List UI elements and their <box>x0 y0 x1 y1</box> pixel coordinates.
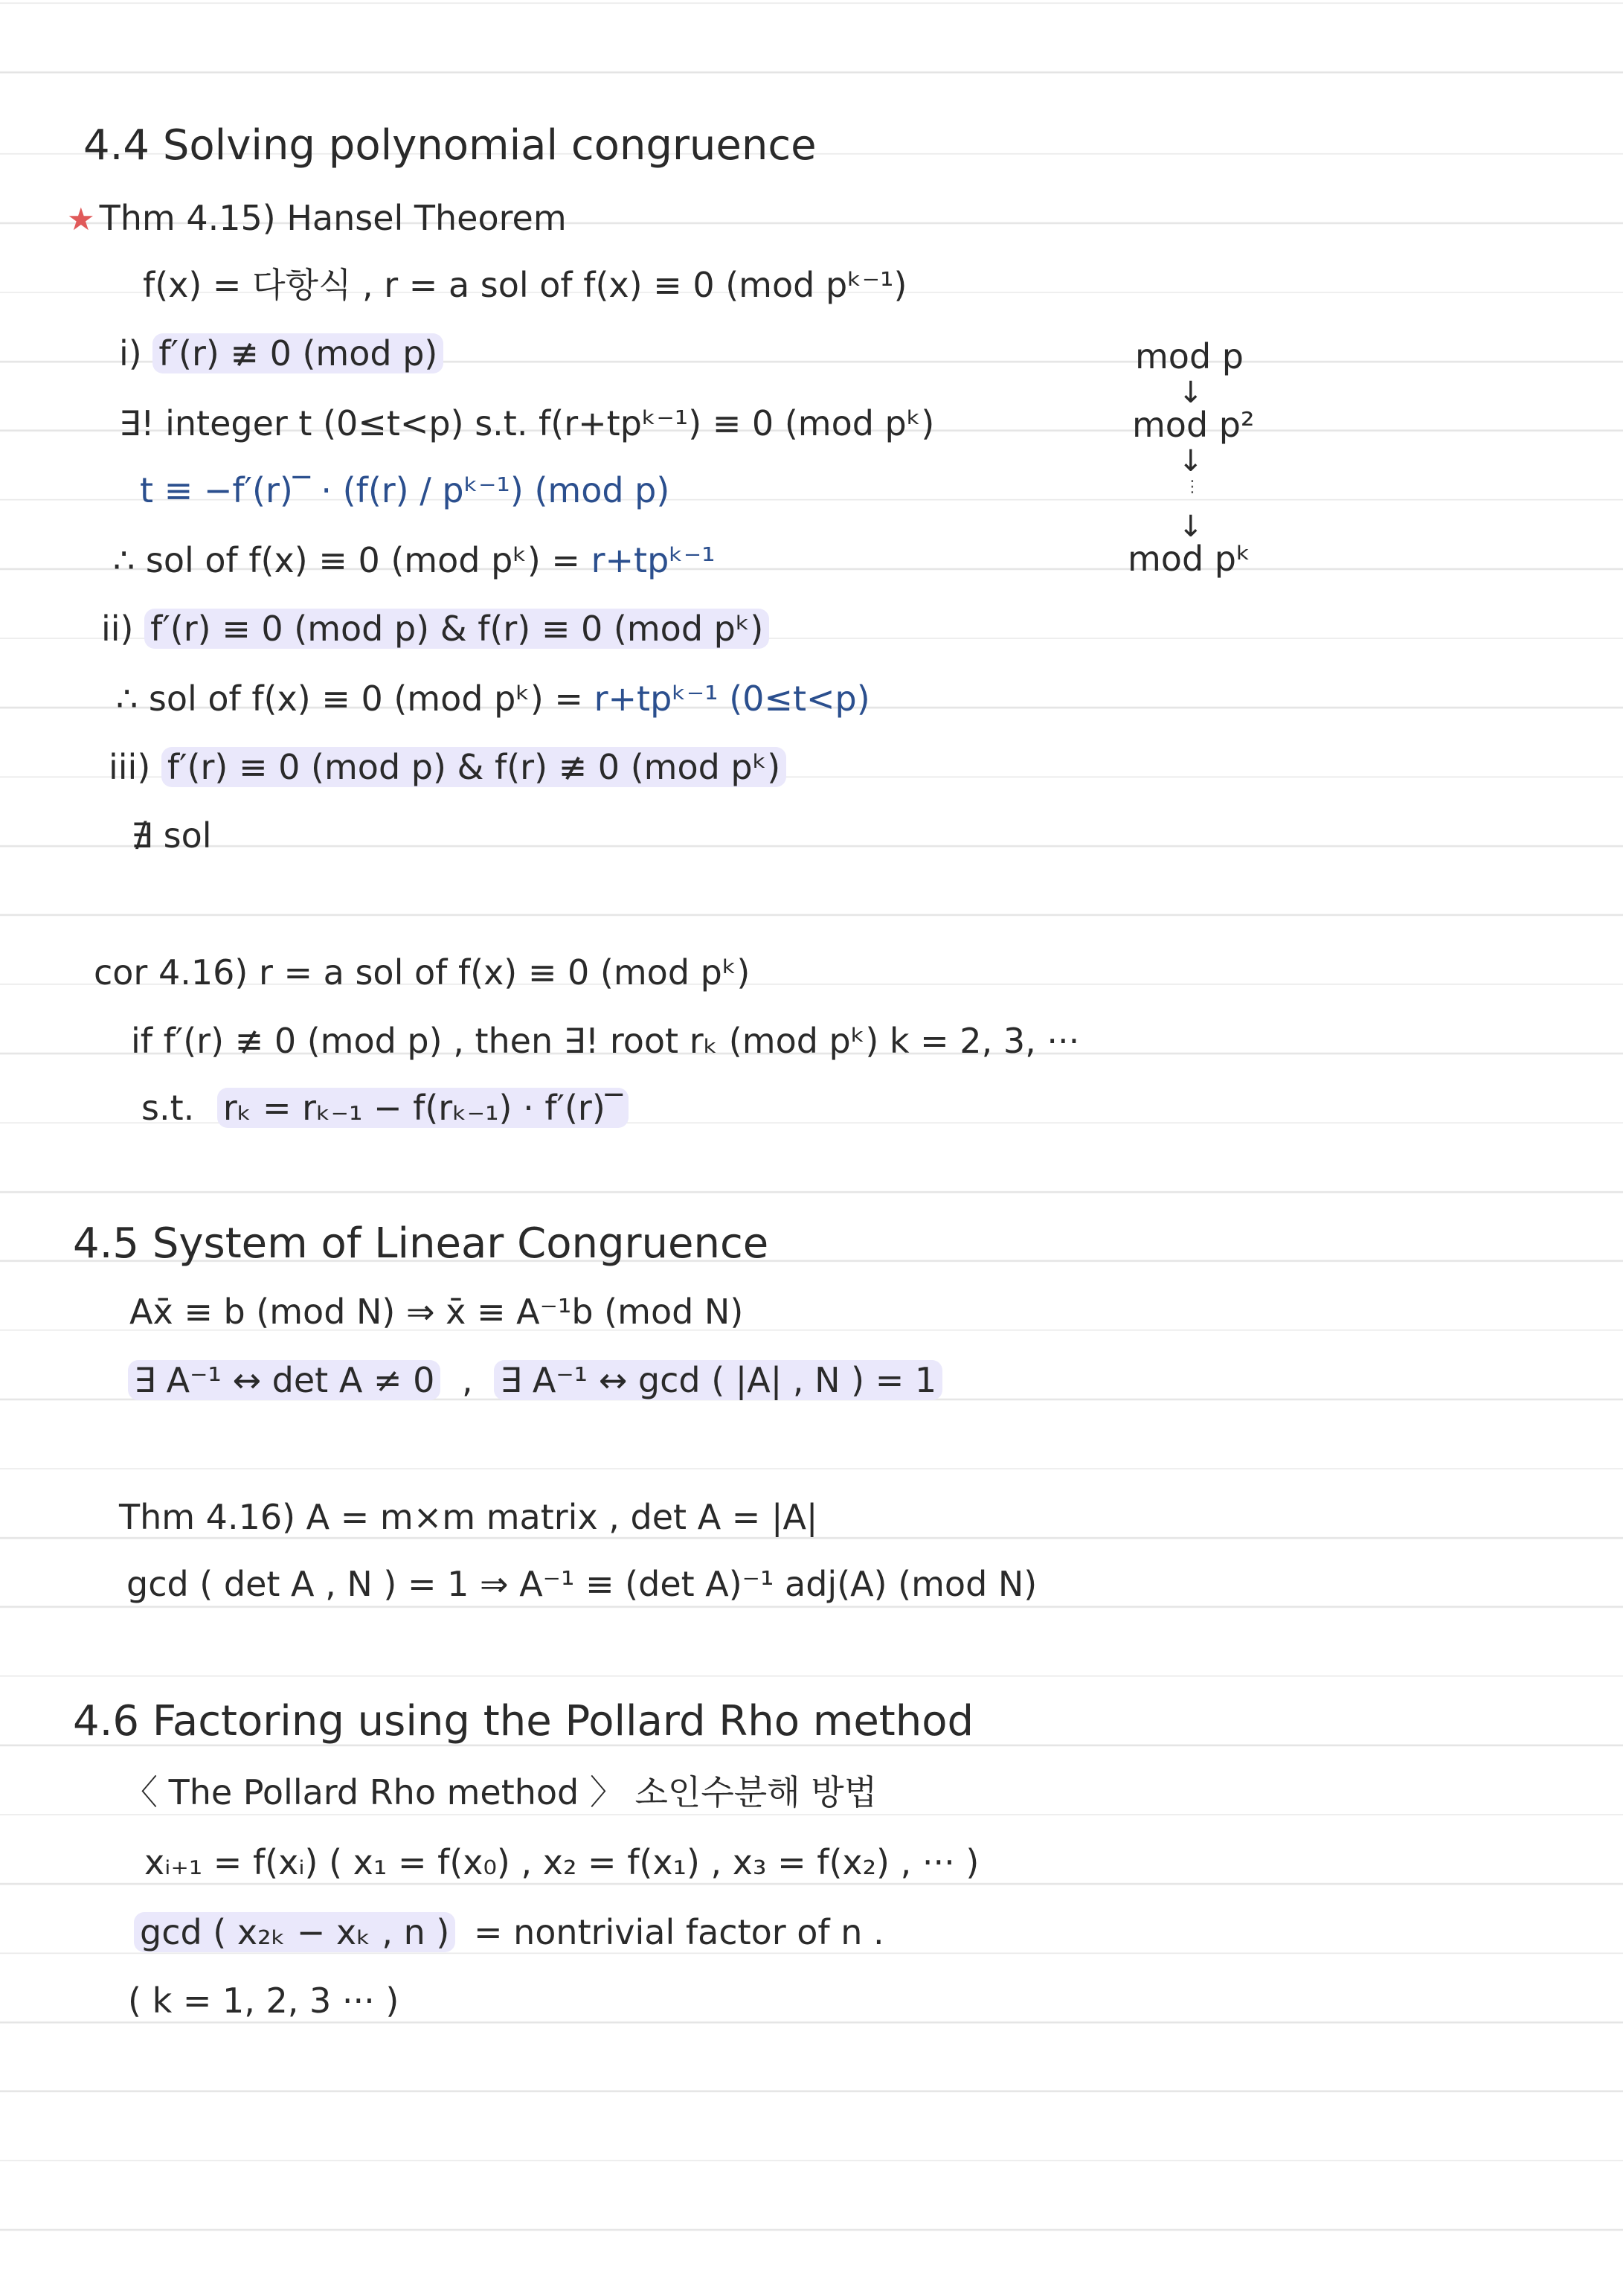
case-1-condition: f′(r) ≢ 0 (mod p) <box>152 333 443 373</box>
down-arrow-icon: ↓ <box>1178 510 1203 544</box>
case-2-condition: f′(r) ≡ 0 (mod p) & f(r) ≡ 0 (mod pᵏ) <box>144 609 769 649</box>
theorem-4-16-statement: gcd ( det A , N ) = 1 ⇒ A⁻¹ ≡ (det A)⁻¹ adj(A) (mod N) <box>126 1564 1038 1604</box>
corollary-formula-line <box>141 1088 629 1128</box>
theorem-setup-line: f(x) = 다항식 , r = a sol of f(x) ≡ 0 (mod pᵏ⁻¹) <box>143 265 907 305</box>
vertical-ellipsis-icon: ⋮ <box>1184 478 1201 496</box>
theorem-label: Thm 4.15) Hansel Theorem <box>99 198 567 238</box>
gcd-result: = nontrivial factor of n . <box>473 1912 884 1952</box>
case-1-solution <box>113 540 716 580</box>
side-mod-p-squared: mod p² <box>1132 405 1255 445</box>
side-mod-p-k: mod pᵏ <box>1128 539 1251 579</box>
linear-system-line: Ax̄ ≡ b (mod N) ⇒ x̄ ≡ A⁻¹b (mod N) <box>129 1292 744 1332</box>
inverse-gcd-condition: ∃ A⁻¹ ↔ gcd ( |A| , N ) = 1 <box>494 1360 942 1400</box>
side-mod-p: mod p <box>1135 336 1244 376</box>
gcd-factor-line <box>134 1912 884 1952</box>
corollary-formula: rₖ = rₖ₋₁ − f(rₖ₋₁) · f′(r)‾ <box>217 1088 629 1128</box>
section-4-6-heading: 4.6 Factoring using the Pollard Rho method <box>73 1697 974 1745</box>
case-2-solution-value: r+tpᵏ⁻¹ (0≤t<p) <box>594 679 870 719</box>
inverse-existence-line <box>128 1360 942 1400</box>
case-1-label: i) <box>119 333 142 373</box>
case-3-line <box>109 747 786 787</box>
case-1-solution-value: r+tpᵏ⁻¹ <box>591 540 716 580</box>
gcd-expression: gcd ( x₂ₖ − xₖ , n ) <box>134 1912 455 1952</box>
case-1-t-formula: t ≡ −f′(r)‾ · (f(r) / pᵏ⁻¹) (mod p) <box>140 470 670 510</box>
corollary-4-16-title: cor 4.16) r = a sol of f(x) ≡ 0 (mod pᵏ) <box>94 952 751 993</box>
theorem-4-15-title <box>67 198 567 238</box>
case-2-label: ii) <box>101 609 134 649</box>
case-3-result: ∄ sol <box>131 815 212 856</box>
case-1-existence: ∃! integer t (0≤t<p) s.t. f(r+tpᵏ⁻¹) ≡ 0 (mod pᵏ) <box>119 403 935 443</box>
k-range: ( k = 1, 2, 3 ··· ) <box>128 1981 399 2021</box>
separator: , <box>461 1360 473 1400</box>
star-icon: ★ <box>67 201 95 237</box>
case-2-solution-prefix: ∴ sol of f(x) ≡ 0 (mod pᵏ) = <box>116 679 583 719</box>
inverse-det-condition: ∃ A⁻¹ ↔ det A ≠ 0 <box>128 1360 440 1400</box>
corollary-condition: if f′(r) ≢ 0 (mod p) , then ∃! root rₖ (mod pᵏ) k = 2, 3, ··· <box>131 1021 1080 1061</box>
section-4-5-heading: 4.5 System of Linear Congruence <box>73 1219 769 1268</box>
such-that-label: s.t. <box>141 1088 195 1128</box>
iteration-formula: xᵢ₊₁ = f(xᵢ) ( x₁ = f(x₀) , x₂ = f(x₁) , x₃ = f(x₂) , ··· ) <box>144 1842 980 1882</box>
case-3-condition: f′(r) ≡ 0 (mod p) & f(r) ≢ 0 (mod pᵏ) <box>161 747 786 787</box>
case-2-solution <box>116 679 870 719</box>
theorem-4-16-title: Thm 4.16) A = m×m matrix , det A = |A| <box>119 1497 818 1537</box>
pollard-rho-subtitle: 〈 The Pollard Rho method 〉 소인수분해 방법 <box>123 1772 878 1812</box>
case-2-line <box>101 609 769 649</box>
case-1-line <box>119 333 443 373</box>
case-1-solution-prefix: ∴ sol of f(x) ≡ 0 (mod pᵏ) = <box>113 540 580 580</box>
section-4-4-heading: 4.4 Solving polynomial congruence <box>83 121 817 170</box>
case-3-label: iii) <box>109 747 151 787</box>
down-arrow-icon: ↓ <box>1178 444 1203 478</box>
down-arrow-icon: ↓ <box>1178 376 1203 410</box>
